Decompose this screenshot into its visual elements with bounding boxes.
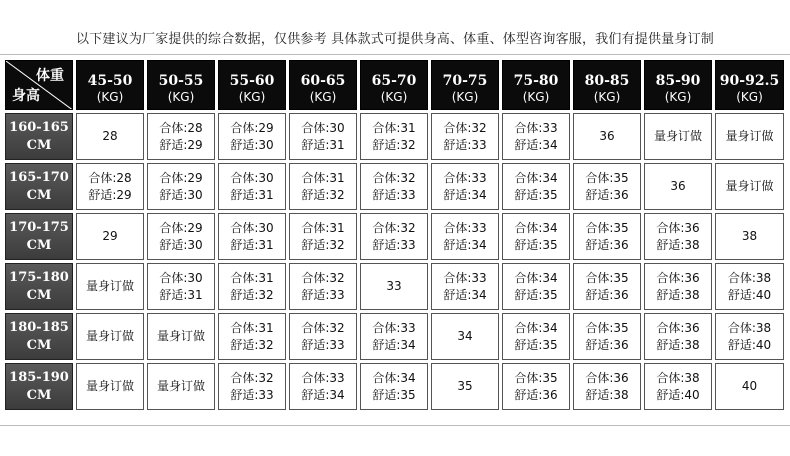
weight-unit: (KG) — [522, 89, 550, 104]
size-cell — [147, 213, 215, 260]
comfort-size: 舒适:32 — [372, 137, 416, 152]
fit-size: 合体:31 — [372, 120, 416, 135]
size-cell — [502, 363, 570, 410]
comfort-size: 舒适:36 — [585, 287, 629, 302]
size-cell — [289, 163, 357, 210]
height-header — [5, 313, 73, 360]
size-cell — [431, 263, 499, 310]
weight-header — [715, 60, 784, 110]
comfort-size: 舒适:38 — [585, 387, 629, 402]
weight-header — [289, 60, 357, 110]
weight-range: 75-80 — [513, 72, 559, 89]
fit-size: 合体:33 — [443, 220, 487, 235]
weight-header — [502, 60, 570, 110]
fit-size: 合体:36 — [656, 270, 700, 285]
comfort-size: 舒适:35 — [514, 237, 558, 252]
fit-size: 合体:35 — [585, 320, 629, 335]
fit-size: 合体:33 — [443, 170, 487, 185]
comfort-size: 舒适:32 — [230, 287, 274, 302]
comfort-size: 舒适:34 — [372, 337, 416, 352]
fit-size: 合体:31 — [230, 320, 274, 335]
size-cell — [573, 213, 641, 260]
size-cell — [502, 113, 570, 160]
fit-size: 合体:29 — [159, 170, 203, 185]
size-value: 40 — [741, 379, 758, 393]
size-value: 量身订做 — [156, 379, 205, 393]
height-range: 175-180 — [9, 269, 69, 285]
size-cell — [289, 263, 357, 310]
comfort-size: 舒适:30 — [159, 187, 203, 202]
fit-size: 合体:28 — [88, 170, 132, 185]
size-value: 量身订做 — [653, 129, 702, 143]
size-cell — [715, 163, 784, 210]
comfort-size: 舒适:40 — [727, 287, 772, 302]
weight-range: 50-55 — [158, 72, 204, 89]
weight-header — [573, 60, 641, 110]
fit-size: 合体:28 — [159, 120, 203, 135]
size-cell — [218, 313, 286, 360]
weight-unit: (KG) — [380, 89, 408, 104]
weight-axis-label: 体重 — [36, 68, 64, 84]
size-value: 量身订做 — [725, 129, 774, 143]
size-cell — [360, 113, 428, 160]
weight-range: 45-50 — [87, 72, 133, 89]
size-cell — [502, 313, 570, 360]
fit-size: 合体:34 — [372, 370, 416, 385]
comfort-size: 舒适:33 — [301, 337, 345, 352]
weight-header — [644, 60, 712, 110]
weight-header — [360, 60, 428, 110]
fit-size: 合体:32 — [443, 120, 487, 135]
fit-size: 合体:32 — [301, 270, 345, 285]
size-cell — [76, 163, 144, 210]
height-unit: CM — [26, 387, 52, 403]
height-header — [5, 213, 73, 260]
fit-size: 合体:33 — [514, 120, 558, 135]
weight-unit: (KG) — [309, 89, 337, 104]
size-cell — [147, 313, 215, 360]
height-range: 165-170 — [9, 169, 69, 185]
weight-range: 70-75 — [442, 72, 488, 89]
comfort-size: 舒适:33 — [372, 237, 416, 252]
size-cell — [573, 363, 641, 410]
size-table — [2, 57, 787, 413]
size-value: 量身订做 — [725, 179, 774, 193]
fit-size: 合体:36 — [656, 320, 700, 335]
comfort-size: 舒适:31 — [230, 237, 274, 252]
size-value: 34 — [457, 329, 473, 343]
comfort-size: 舒适:33 — [230, 387, 274, 402]
size-value: 38 — [741, 229, 758, 243]
comfort-size: 舒适:32 — [301, 187, 345, 202]
fit-size: 合体:32 — [372, 220, 416, 235]
weight-unit: (KG) — [96, 89, 124, 104]
comfort-size: 舒适:35 — [372, 387, 416, 402]
fit-size: 合体:29 — [230, 120, 274, 135]
size-cell — [218, 213, 286, 260]
comfort-size: 舒适:30 — [159, 237, 203, 252]
comfort-size: 舒适:35 — [514, 187, 558, 202]
comfort-size: 舒适:35 — [514, 337, 558, 352]
comfort-size: 舒适:34 — [301, 387, 345, 402]
size-cell — [431, 363, 499, 410]
size-cell — [715, 313, 784, 360]
height-range: 160-165 — [9, 119, 69, 135]
size-cell — [76, 263, 144, 310]
weight-header — [431, 60, 499, 110]
size-value: 36 — [670, 179, 686, 193]
comfort-size: 舒适:32 — [301, 237, 345, 252]
size-cell — [218, 363, 286, 410]
fit-size: 合体:31 — [230, 270, 274, 285]
size-chart — [0, 54, 790, 426]
size-value: 28 — [102, 129, 118, 143]
comfort-size: 舒适:36 — [585, 337, 629, 352]
table-row — [5, 213, 784, 260]
weight-range: 90-92.5 — [719, 72, 780, 89]
fit-size: 合体:32 — [230, 370, 274, 385]
size-cell — [502, 213, 570, 260]
height-header — [5, 113, 73, 160]
weight-range: 65-70 — [371, 72, 417, 89]
weight-unit: (KG) — [167, 89, 195, 104]
weight-range: 85-90 — [655, 72, 701, 89]
height-header — [5, 263, 73, 310]
size-cell — [715, 113, 784, 160]
comfort-size: 舒适:36 — [585, 187, 629, 202]
fit-size: 合体:33 — [372, 320, 416, 335]
fit-size: 合体:30 — [301, 120, 345, 135]
size-value: 36 — [599, 129, 615, 143]
size-cell — [644, 363, 712, 410]
weight-unit: (KG) — [664, 89, 692, 104]
comfort-size: 舒适:31 — [301, 137, 345, 152]
size-cell — [573, 113, 641, 160]
size-cell — [715, 263, 784, 310]
table-row — [5, 363, 784, 410]
size-cell — [218, 163, 286, 210]
size-cell — [502, 263, 570, 310]
comfort-size: 舒适:38 — [656, 337, 700, 352]
size-cell — [644, 313, 712, 360]
size-cell — [218, 113, 286, 160]
size-cell — [147, 363, 215, 410]
fit-size: 合体:32 — [301, 320, 345, 335]
fit-size: 合体:38 — [727, 320, 772, 335]
table-corner — [5, 60, 73, 110]
size-cell — [573, 313, 641, 360]
weight-unit: (KG) — [451, 89, 479, 104]
comfort-size: 舒适:32 — [230, 337, 274, 352]
fit-size: 合体:34 — [514, 320, 558, 335]
size-cell — [431, 163, 499, 210]
fit-size: 合体:35 — [585, 170, 629, 185]
size-cell — [573, 263, 641, 310]
weight-unit: (KG) — [238, 89, 266, 104]
weight-range: 60-65 — [300, 72, 346, 89]
size-value: 量身订做 — [156, 329, 205, 343]
weight-range: 80-85 — [584, 72, 630, 89]
size-cell — [360, 313, 428, 360]
fit-size: 合体:30 — [230, 170, 274, 185]
size-cell — [76, 363, 144, 410]
fit-size: 合体:30 — [230, 220, 274, 235]
size-cell — [360, 363, 428, 410]
size-cell — [76, 313, 144, 360]
comfort-size: 舒适:30 — [230, 137, 274, 152]
size-cell — [218, 263, 286, 310]
height-unit: CM — [26, 187, 52, 203]
fit-size: 合体:33 — [443, 270, 487, 285]
size-cell — [289, 313, 357, 360]
comfort-size: 舒适:33 — [372, 187, 416, 202]
comfort-size: 舒适:33 — [301, 287, 345, 302]
height-range: 180-185 — [9, 319, 69, 335]
fit-size: 合体:34 — [514, 170, 558, 185]
comfort-size: 舒适:29 — [88, 187, 132, 202]
fit-size: 合体:34 — [514, 270, 558, 285]
size-cell — [644, 213, 712, 260]
size-cell — [76, 113, 144, 160]
size-value: 量身订做 — [85, 279, 134, 293]
comfort-size: 舒适:40 — [656, 387, 700, 402]
height-range: 185-190 — [9, 369, 69, 385]
size-cell — [289, 213, 357, 260]
size-cell — [715, 213, 784, 260]
size-cell — [644, 263, 712, 310]
size-cell — [431, 313, 499, 360]
size-value: 35 — [457, 379, 473, 393]
size-cell — [502, 163, 570, 210]
size-cell — [360, 213, 428, 260]
fit-size: 合体:29 — [159, 220, 203, 235]
size-cell — [147, 163, 215, 210]
size-cell — [360, 163, 428, 210]
size-cell — [147, 263, 215, 310]
fit-size: 合体:35 — [585, 220, 629, 235]
comfort-size: 舒适:34 — [443, 287, 487, 302]
comfort-size: 舒适:34 — [443, 187, 487, 202]
table-row — [5, 163, 784, 210]
size-value: 33 — [386, 279, 402, 293]
fit-size: 合体:33 — [301, 370, 345, 385]
size-cell — [644, 113, 712, 160]
weight-range: 55-60 — [229, 72, 275, 89]
size-cell — [360, 263, 428, 310]
fit-size: 合体:30 — [159, 270, 203, 285]
weight-header — [218, 60, 286, 110]
comfort-size: 舒适:34 — [443, 237, 487, 252]
height-unit: CM — [26, 237, 52, 253]
fit-size: 合体:31 — [301, 170, 345, 185]
size-cell — [289, 113, 357, 160]
weight-header — [147, 60, 215, 110]
size-cell — [715, 363, 784, 410]
fit-size: 合体:35 — [585, 270, 629, 285]
comfort-size: 舒适:35 — [514, 287, 558, 302]
size-value: 量身订做 — [85, 329, 134, 343]
fit-size: 合体:35 — [514, 370, 558, 385]
fit-size: 合体:31 — [301, 220, 345, 235]
fit-size: 合体:32 — [372, 170, 416, 185]
comfort-size: 舒适:31 — [230, 187, 274, 202]
height-header — [5, 163, 73, 210]
height-unit: CM — [26, 137, 52, 153]
height-unit: CM — [26, 337, 52, 353]
table-row — [5, 263, 784, 310]
height-unit: CM — [26, 287, 52, 303]
comfort-size: 舒适:34 — [514, 137, 558, 152]
fit-size: 合体:34 — [514, 220, 558, 235]
table-row — [5, 313, 784, 360]
size-cell — [573, 163, 641, 210]
comfort-size: 舒适:29 — [159, 137, 203, 152]
size-cell — [644, 163, 712, 210]
weight-header — [76, 60, 144, 110]
fit-size: 合体:38 — [727, 270, 772, 285]
comfort-size: 舒适:36 — [585, 237, 629, 252]
size-value: 29 — [102, 229, 118, 243]
comfort-size: 舒适:38 — [656, 237, 700, 252]
size-note: 以下建议为厂家提供的综合数据，仅供参考 具体款式可提供身高、体重、体型咨询客服，我们有提供量身订制 — [76, 32, 714, 47]
height-header — [5, 363, 73, 410]
comfort-size: 舒适:33 — [443, 137, 487, 152]
comfort-size: 舒适:40 — [727, 337, 772, 352]
comfort-size: 舒适:38 — [656, 287, 700, 302]
table-row — [5, 113, 784, 160]
size-cell — [289, 363, 357, 410]
fit-size: 合体:38 — [656, 370, 700, 385]
size-value: 量身订做 — [85, 379, 134, 393]
height-axis-label: 身高 — [12, 88, 40, 104]
size-cell — [147, 113, 215, 160]
fit-size: 合体:36 — [585, 370, 629, 385]
fit-size: 合体:36 — [656, 220, 700, 235]
weight-unit: (KG) — [736, 89, 763, 104]
weight-unit: (KG) — [593, 89, 621, 104]
size-cell — [431, 213, 499, 260]
size-cell — [431, 113, 499, 160]
size-cell — [76, 213, 144, 260]
height-range: 170-175 — [9, 219, 69, 235]
comfort-size: 舒适:36 — [514, 387, 558, 402]
comfort-size: 舒适:31 — [159, 287, 203, 302]
